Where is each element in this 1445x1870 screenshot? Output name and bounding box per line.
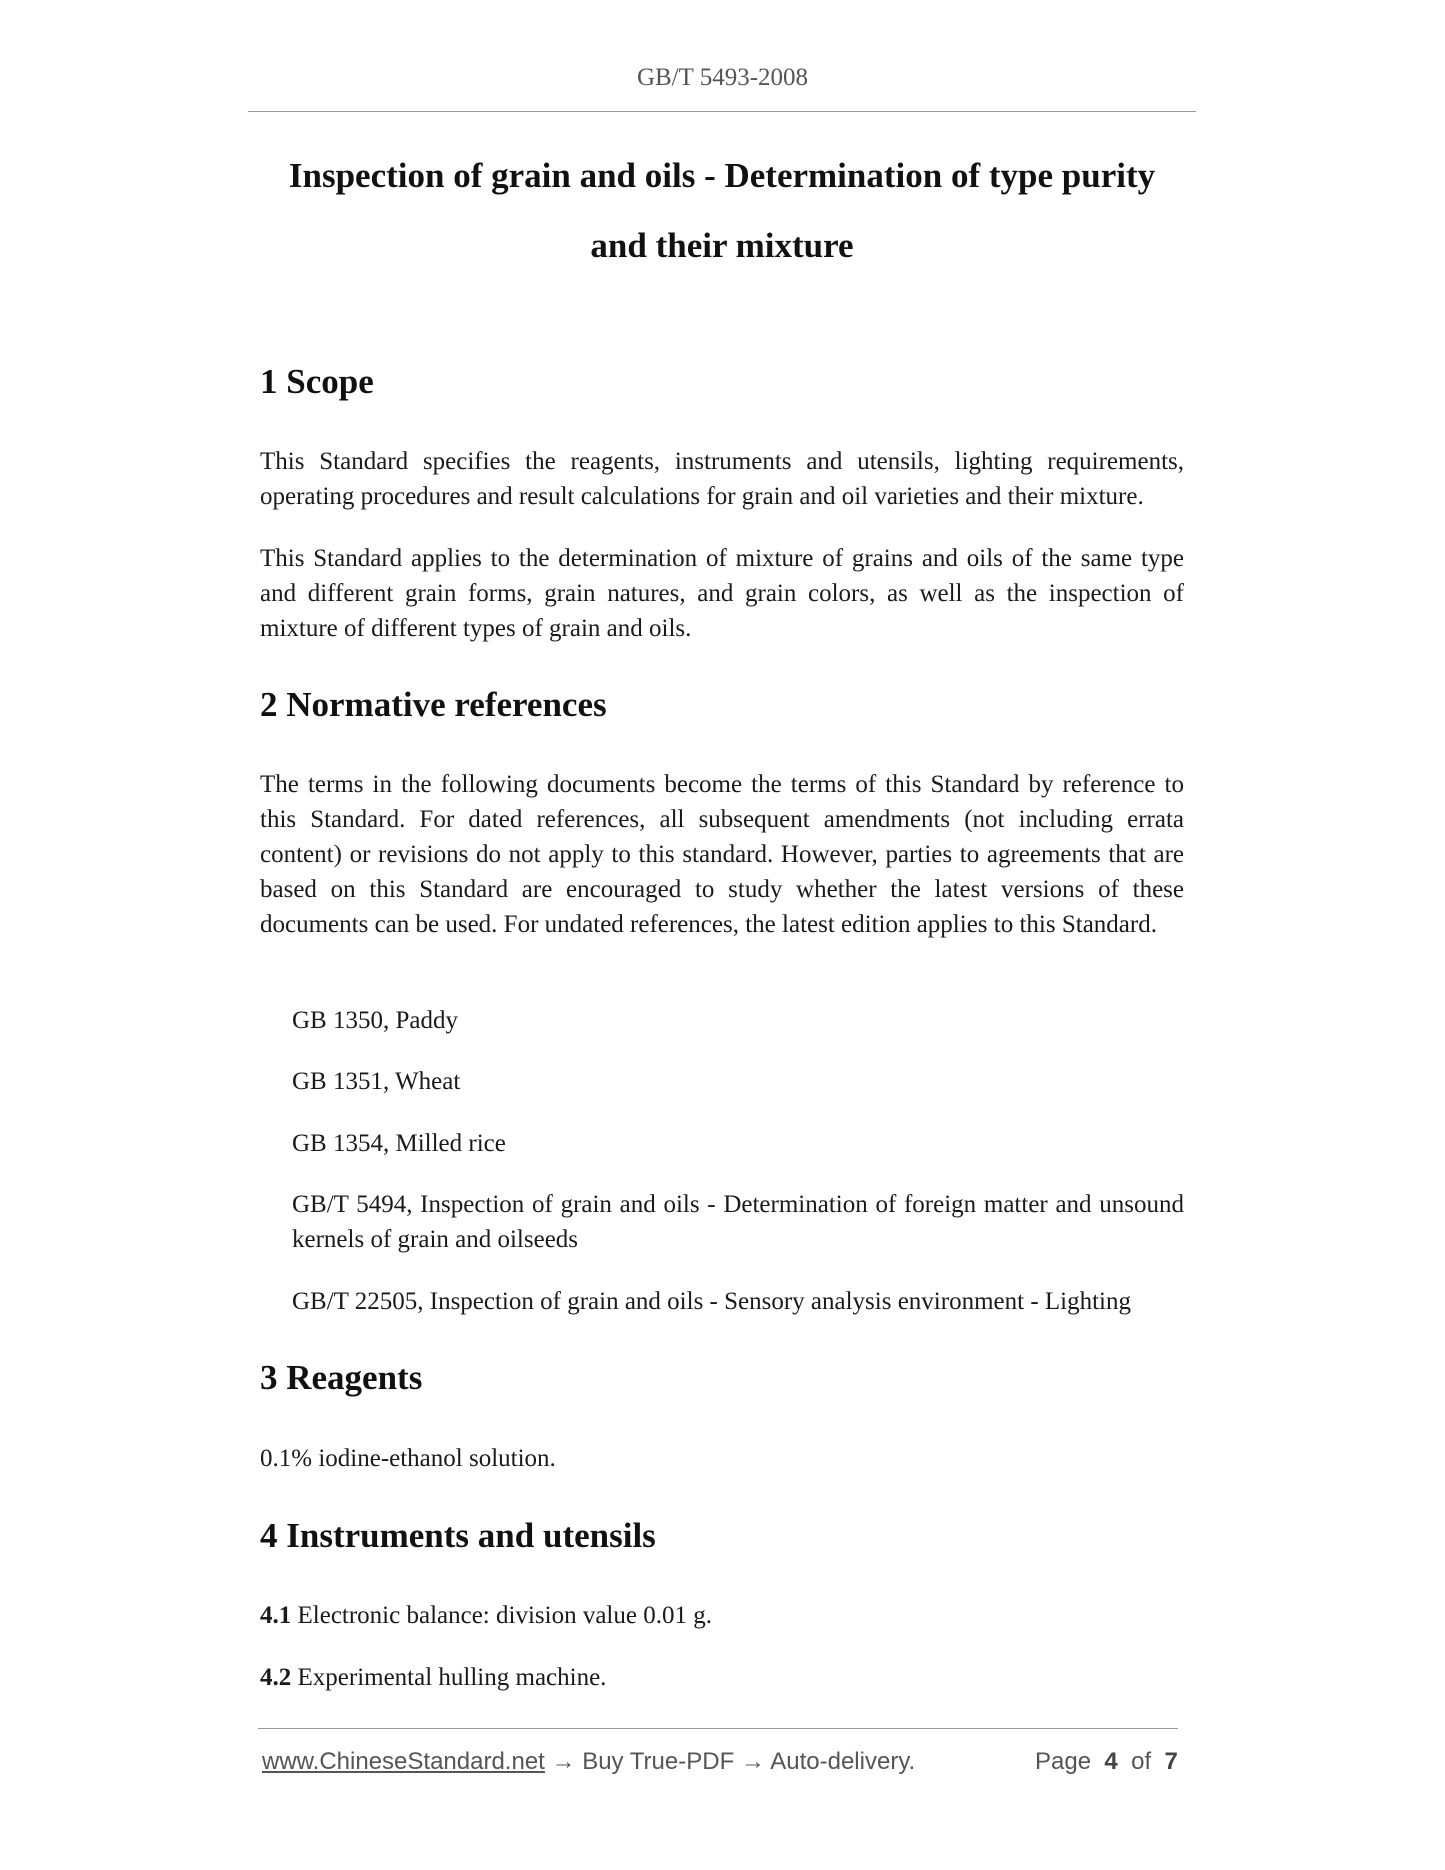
arrow-right-icon: →	[740, 1748, 765, 1775]
instrument-item-hulling-machine	[260, 1660, 1184, 1695]
footer-divider	[258, 1728, 1178, 1729]
section-heading-reagents: 3 Reagents	[260, 1358, 423, 1397]
page-of-label: of	[1131, 1748, 1152, 1775]
reference-item: GB 1354, Milled rice	[292, 1130, 506, 1157]
auto-delivery-text: Auto-delivery.	[770, 1748, 916, 1775]
page-current: 4	[1104, 1748, 1118, 1775]
clause-number: 4.1	[260, 1602, 292, 1629]
reference-item: GB/T 22505, Inspection of grain and oils - Sensory analysis environment - Lighting	[292, 1288, 1132, 1315]
page-label: Page	[1035, 1748, 1092, 1775]
section-heading-instruments	[260, 1516, 656, 1556]
section-heading-instruments-text: 4 Instruments and utensils	[260, 1516, 656, 1555]
chinesestandard-link[interactable]: www.ChineseStandard.net	[262, 1748, 545, 1775]
clause-number: 4.2	[260, 1664, 292, 1691]
scope-paragraph-1: This Standard specifies the reagents, instruments and utensils, lighting requirements, operating procedures and result calculations for grain and oil varieties and their mixture.	[260, 448, 1184, 510]
buy-true-pdf-text: Buy True-PDF	[582, 1748, 735, 1775]
reference-item: GB 1351, Wheat	[292, 1068, 461, 1095]
header-divider	[248, 111, 1196, 112]
scope-paragraph-2: This Standard applies to the determination of mixture of grains and oils of the same type and different grain forms, grain natures, and grain colors, as well as the inspection of mixture of different types of grain and oils.	[260, 545, 1184, 642]
reagents-paragraph: 0.1% iodine-ethanol solution.	[260, 1445, 556, 1472]
document-code-header: GB/T 5493-2008	[636, 64, 809, 91]
document-title-line-1: Inspection of grain and oils - Determination of type purity	[288, 156, 1156, 195]
arrow-right-icon: →	[551, 1748, 576, 1775]
clause-text: Experimental hulling machine.	[291, 1664, 607, 1691]
page-total: 7	[1164, 1748, 1178, 1775]
section-heading-normative-references: 2 Normative references	[260, 685, 607, 724]
page-indicator	[1035, 1748, 1178, 1776]
document-title-line-2: and their mixture	[590, 226, 854, 265]
normative-references-paragraph: The terms in the following documents become the terms of this Standard by reference to this Standard. For dated references, all subsequent amendments (not including errata content) or revisions do not apply to this standard. However, parties to agreements that are based on this Standard are encouraged to study whether the latest versions of these documents can be used. For undated references, the latest edition applies to this Standard.	[260, 771, 1184, 938]
section-heading-scope: 1 Scope	[260, 362, 374, 401]
clause-text: Electronic balance: division value 0.01 g.	[291, 1602, 712, 1629]
reference-item: GB/T 5494, Inspection of grain and oils - Determination of foreign matter and unsound kernels of grain and oilseeds	[292, 1191, 1184, 1253]
instrument-item-electronic-balance	[260, 1598, 1184, 1633]
footer-promo	[262, 1748, 915, 1776]
reference-item: GB 1350, Paddy	[292, 1007, 458, 1034]
